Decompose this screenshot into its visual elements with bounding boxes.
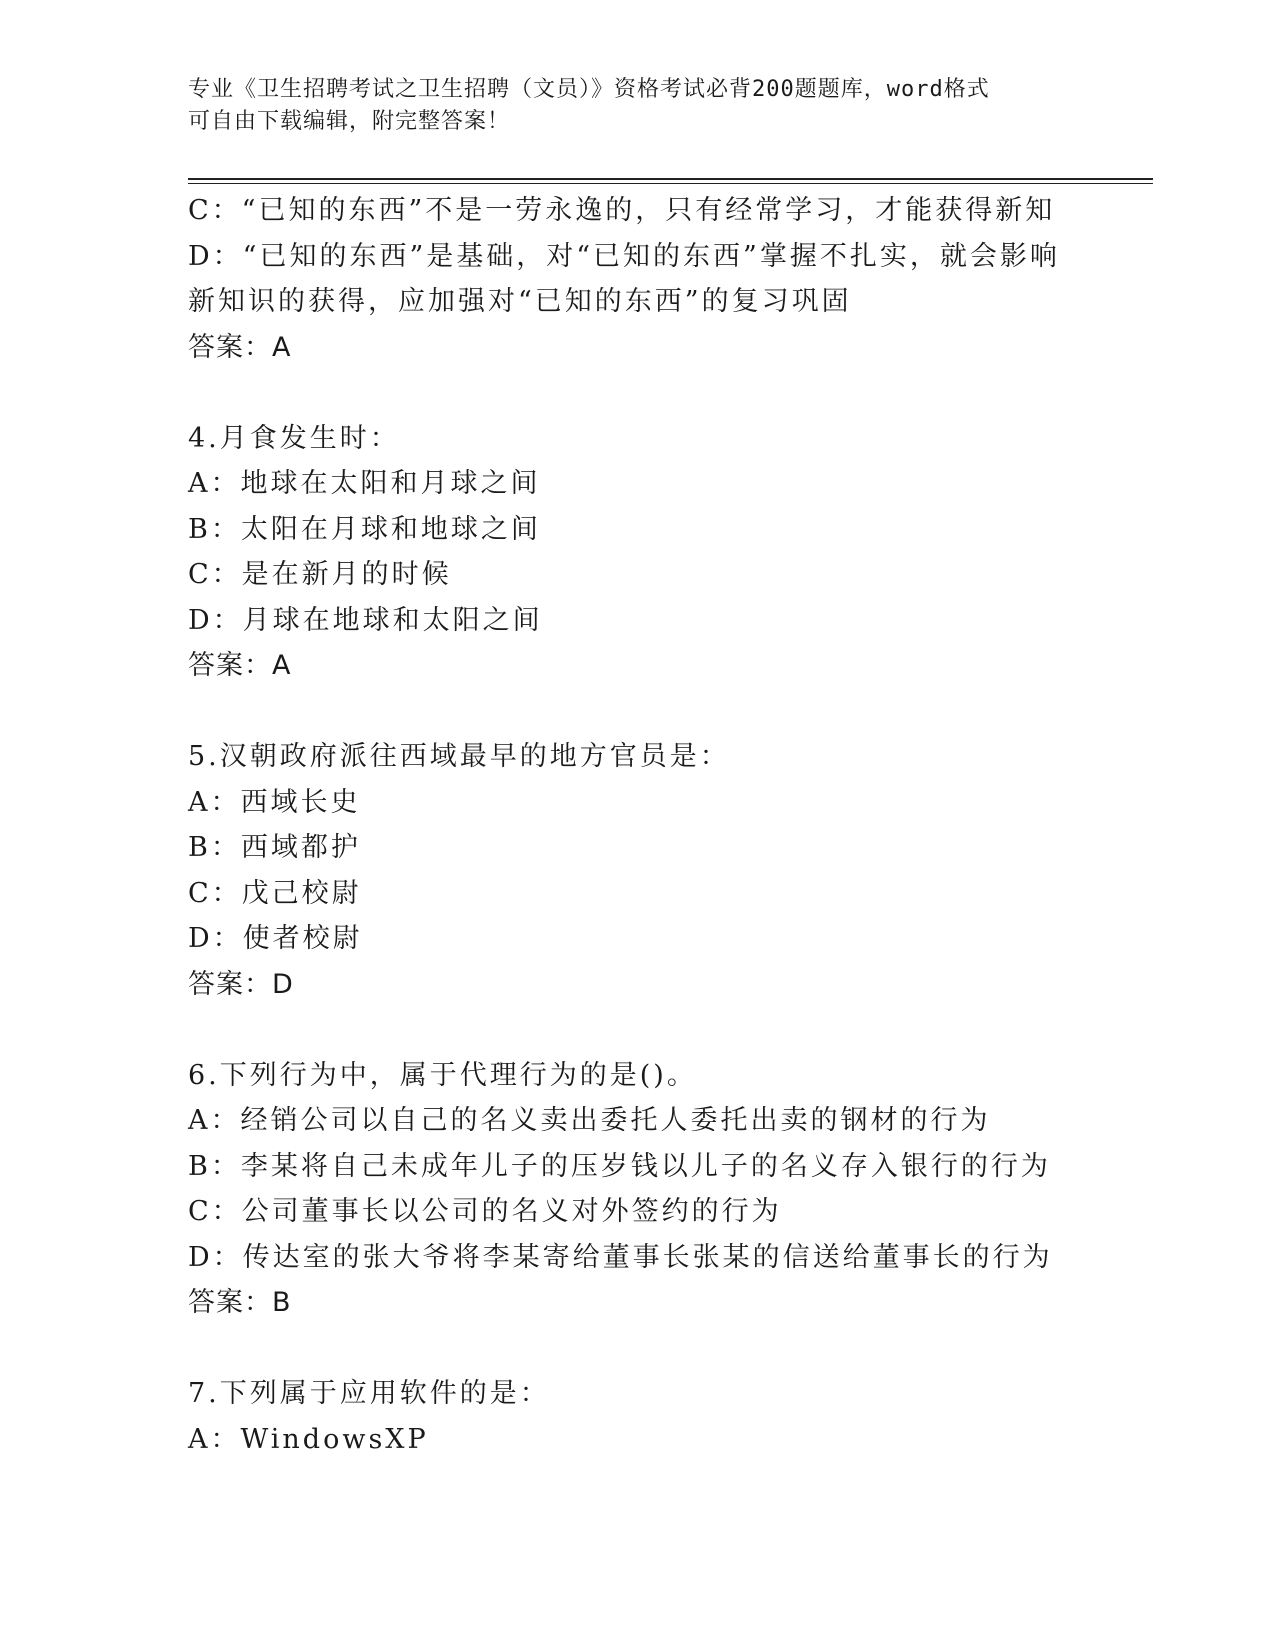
spacer xyxy=(188,1326,1088,1372)
question-stem: 6.下列行为中，属于代理行为的是()。 xyxy=(188,1059,697,1091)
answer-line: 答案：A xyxy=(188,650,292,681)
option-line: D：使者校尉 xyxy=(188,923,363,954)
header-rule-thin xyxy=(188,183,1153,184)
option-line: D：“已知的东西”是基础，对“已知的东西”掌握不扎实，就会影响 xyxy=(188,240,1060,272)
header-rule-thick xyxy=(188,178,1153,180)
question-block-4 xyxy=(188,416,1088,689)
option-line: C：“已知的东西”不是一劳永逸的，只有经常学习，才能获得新知 xyxy=(188,195,1056,226)
option-line: A：经销公司以自己的名义卖出委托人委托出卖的钢材的行为 xyxy=(188,1105,991,1136)
option-line: A：地球在太阳和月球之间 xyxy=(188,468,541,499)
question-block-6 xyxy=(188,1053,1088,1326)
option-line: C：戊己校尉 xyxy=(188,877,362,909)
document-header xyxy=(188,74,1088,138)
option-line: B：西域都护 xyxy=(188,832,361,863)
spacer xyxy=(188,1007,1088,1053)
question-block-5 xyxy=(188,734,1088,1007)
header-line-2: 可自由下载编辑，附完整答案！ xyxy=(188,109,511,134)
spacer xyxy=(188,370,1088,416)
option-line: B：太阳在月球和地球之间 xyxy=(188,513,541,545)
question-stem: 5.汉朝政府派往西域最早的地方官员是： xyxy=(188,741,730,772)
question-block-7 xyxy=(188,1371,1088,1462)
answer-line: 答案：B xyxy=(188,1287,292,1318)
option-line: B：李某将自己未成年儿子的压岁钱以儿子的名义存入银行的行为 xyxy=(188,1150,1051,1182)
option-line: A：WindowsXP xyxy=(188,1423,429,1455)
question-stem: 4.月食发生时： xyxy=(188,422,400,454)
option-line: D：月球在地球和太阳之间 xyxy=(188,604,543,636)
answer-line: 答案：A xyxy=(188,331,292,363)
option-line: C：公司董事长以公司的名义对外签约的行为 xyxy=(188,1196,782,1227)
option-line: D：传达室的张大爷将李某寄给董事长张某的信送给董事长的行为 xyxy=(188,1241,1053,1273)
answer-line: 答案：D xyxy=(188,968,294,1000)
question-stem: 7.下列属于应用软件的是： xyxy=(188,1378,550,1409)
option-line: C：是在新月的时候 xyxy=(188,559,452,590)
option-line: 新知识的获得，应加强对“已知的东西”的复习巩固 xyxy=(188,286,852,317)
question-list xyxy=(188,188,1088,1462)
header-line-1: 专业《卫生招聘考试之卫生招聘（文员）》资格考试必背200题题库，word格式 xyxy=(188,77,990,102)
question-block-continued xyxy=(188,188,1088,370)
option-line: A：西域长史 xyxy=(188,786,361,818)
spacer xyxy=(188,689,1088,735)
